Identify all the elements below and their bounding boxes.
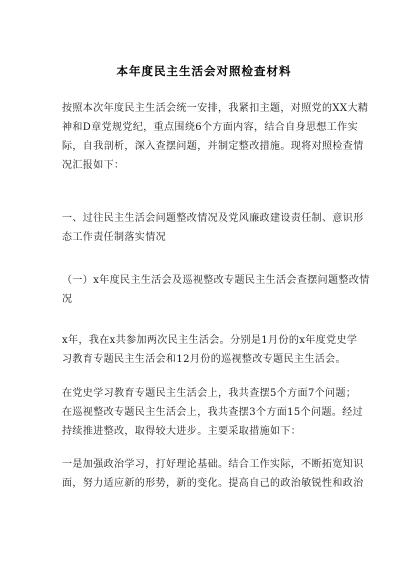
paragraph-line: 态工作责任制落实情况: [62, 232, 166, 243]
paragraph-line: 神和D章党规党纪，重点围绕6个方面内容，结合自身思想工作实: [62, 122, 358, 133]
paragraph-line: x年，我在x共参加两次民主生活会。分别是1月份的x年度党史学: [62, 335, 358, 346]
paragraph-line: 况: [62, 294, 73, 305]
subsection-heading-1: [62, 271, 370, 309]
paragraph-line: （一）x年度民主生活会及巡视整改专题民主生活会查摆问题整改情: [62, 275, 370, 286]
paragraph-line: 一是加强政治学习，打好理论基础。结合工作实际，不断拓宽知识: [62, 459, 364, 470]
paragraph-issues: [62, 384, 364, 441]
paragraph-line: 按照本次年度民主生活会统一安排，我紧扣主题，对照党的XX大精: [62, 103, 369, 114]
section-heading-1: [62, 209, 364, 247]
paragraph-meetings: [62, 331, 358, 369]
paragraph-line: 况汇报如下：: [62, 160, 125, 171]
paragraph-line: 一、过往民主生活会问题整改情况及党风廉政建设责任制、意识形: [62, 213, 364, 224]
paragraph-line: 面，努力适应新的形势，新的变化。提高自己的政治敏锐性和政治: [62, 478, 364, 489]
paragraph-line: 在巡视整改专题民主生活会上，我共查摆3个方面15个问题。经过: [62, 407, 364, 418]
paragraph-intro: [62, 99, 369, 175]
paragraph-measures: [62, 455, 364, 493]
paragraph-line: 持续推进整改，取得较大进步。主要采取措施如下：: [62, 426, 302, 437]
paragraph-line: 习教育专题民主生活会和12月份的巡视整改专题民主生活会。: [62, 354, 346, 365]
document-title: 本年度民主生活会对照检查材料: [116, 64, 292, 78]
paragraph-line: 在党史学习教育专题民主生活会上，我共查摆5个方面7个问题；: [62, 388, 357, 399]
paragraph-line: 际，自我剖析，深入查摆问题，并制定整改措施。现将对照检查情: [62, 141, 364, 152]
